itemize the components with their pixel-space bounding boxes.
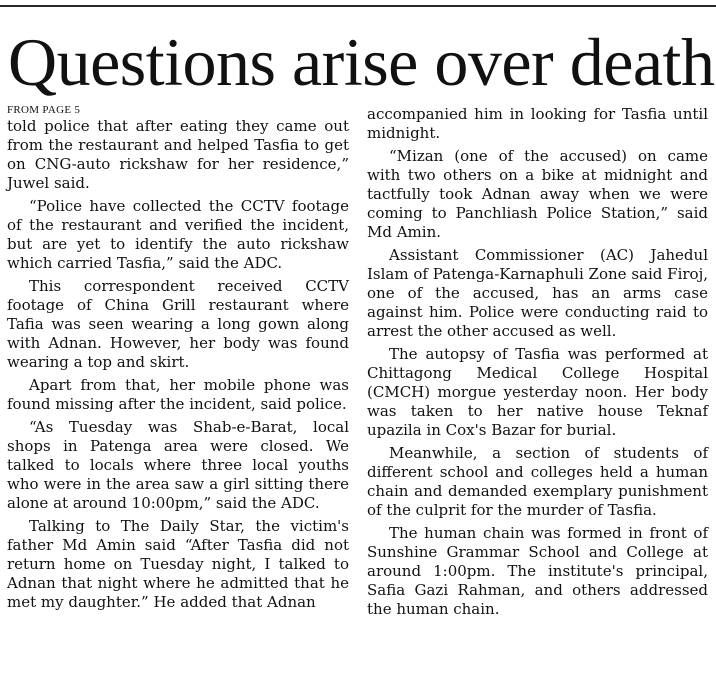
right-column-body — [367, 105, 708, 619]
article-headline: Questions arise over death — [8, 24, 715, 100]
top-border-rule — [0, 0, 716, 7]
jump-line: FROM PAGE 5 — [7, 104, 81, 116]
article-paragraph: Talking to The Daily Star, the victim's father Md Amin said “After Tasfia did not return home on Tuesday night, I talked to Adnan that night where he admitted that he met my daughter.” He added that Adnan — [7, 517, 349, 611]
article-column-left — [7, 104, 349, 616]
article-paragraph: The autopsy of Tasfia was performed at Chittagong Medical College Hospital (CMCH) morgue yesterday noon. Her body was taken to her native house Teknaf upazila in Cox's Bazar for burial. — [367, 345, 708, 439]
article-paragraph: “As Tuesday was Shab-e-Barat, local shops in Patenga area were closed. We talked to locals where three local youths who were in the area saw a girl sitting there alone at around 10:00pm,” said the ADC. — [7, 418, 349, 512]
article-paragraph: Meanwhile, a section of students of different school and colleges held a human chain and demanded exemplary punishment of the culprit for the murder of Tasfia. — [367, 444, 708, 519]
article-column-right — [367, 105, 708, 623]
left-column-body — [7, 117, 349, 612]
article-paragraph: “Police have collected the CCTV footage of the restaurant and verified the incident, but are yet to identify the auto rickshaw which carried Tasfia,” said the ADC. — [7, 197, 349, 272]
article-paragraph: told police that after eating they came out from the restaurant and helped Tasfia to get on CNG-auto rickshaw for her residence,” Juwel said. — [7, 117, 349, 192]
article-paragraph: This correspondent received CCTV footage of China Grill restaurant where Tafia was seen wearing a long gown along with Adnan. However, her body was found wearing a top and skirt. — [7, 277, 349, 371]
article-paragraph: The human chain was formed in front of Sunshine Grammar School and College at around 1:00pm. The institute's principal, Safia Gazi Rahman, and others addressed the human chain. — [367, 524, 708, 618]
article-paragraph: accompanied him in looking for Tasfia until midnight. — [367, 105, 708, 142]
article-paragraph: “Mizan (one of the accused) on came with two others on a bike at midnight and tactfully took Adnan away when we were coming to Panchliash Police Station,” said Md Amin. — [367, 147, 708, 241]
article-paragraph: Assistant Commissioner (AC) Jahedul Islam of Patenga-Karnaphuli Zone said Firoj, one of the accused, has an arms case against him. Police were conducting raid to arrest the other accused as well. — [367, 246, 708, 340]
article-paragraph: Apart from that, her mobile phone was found missing after the incident, said police. — [7, 376, 349, 413]
